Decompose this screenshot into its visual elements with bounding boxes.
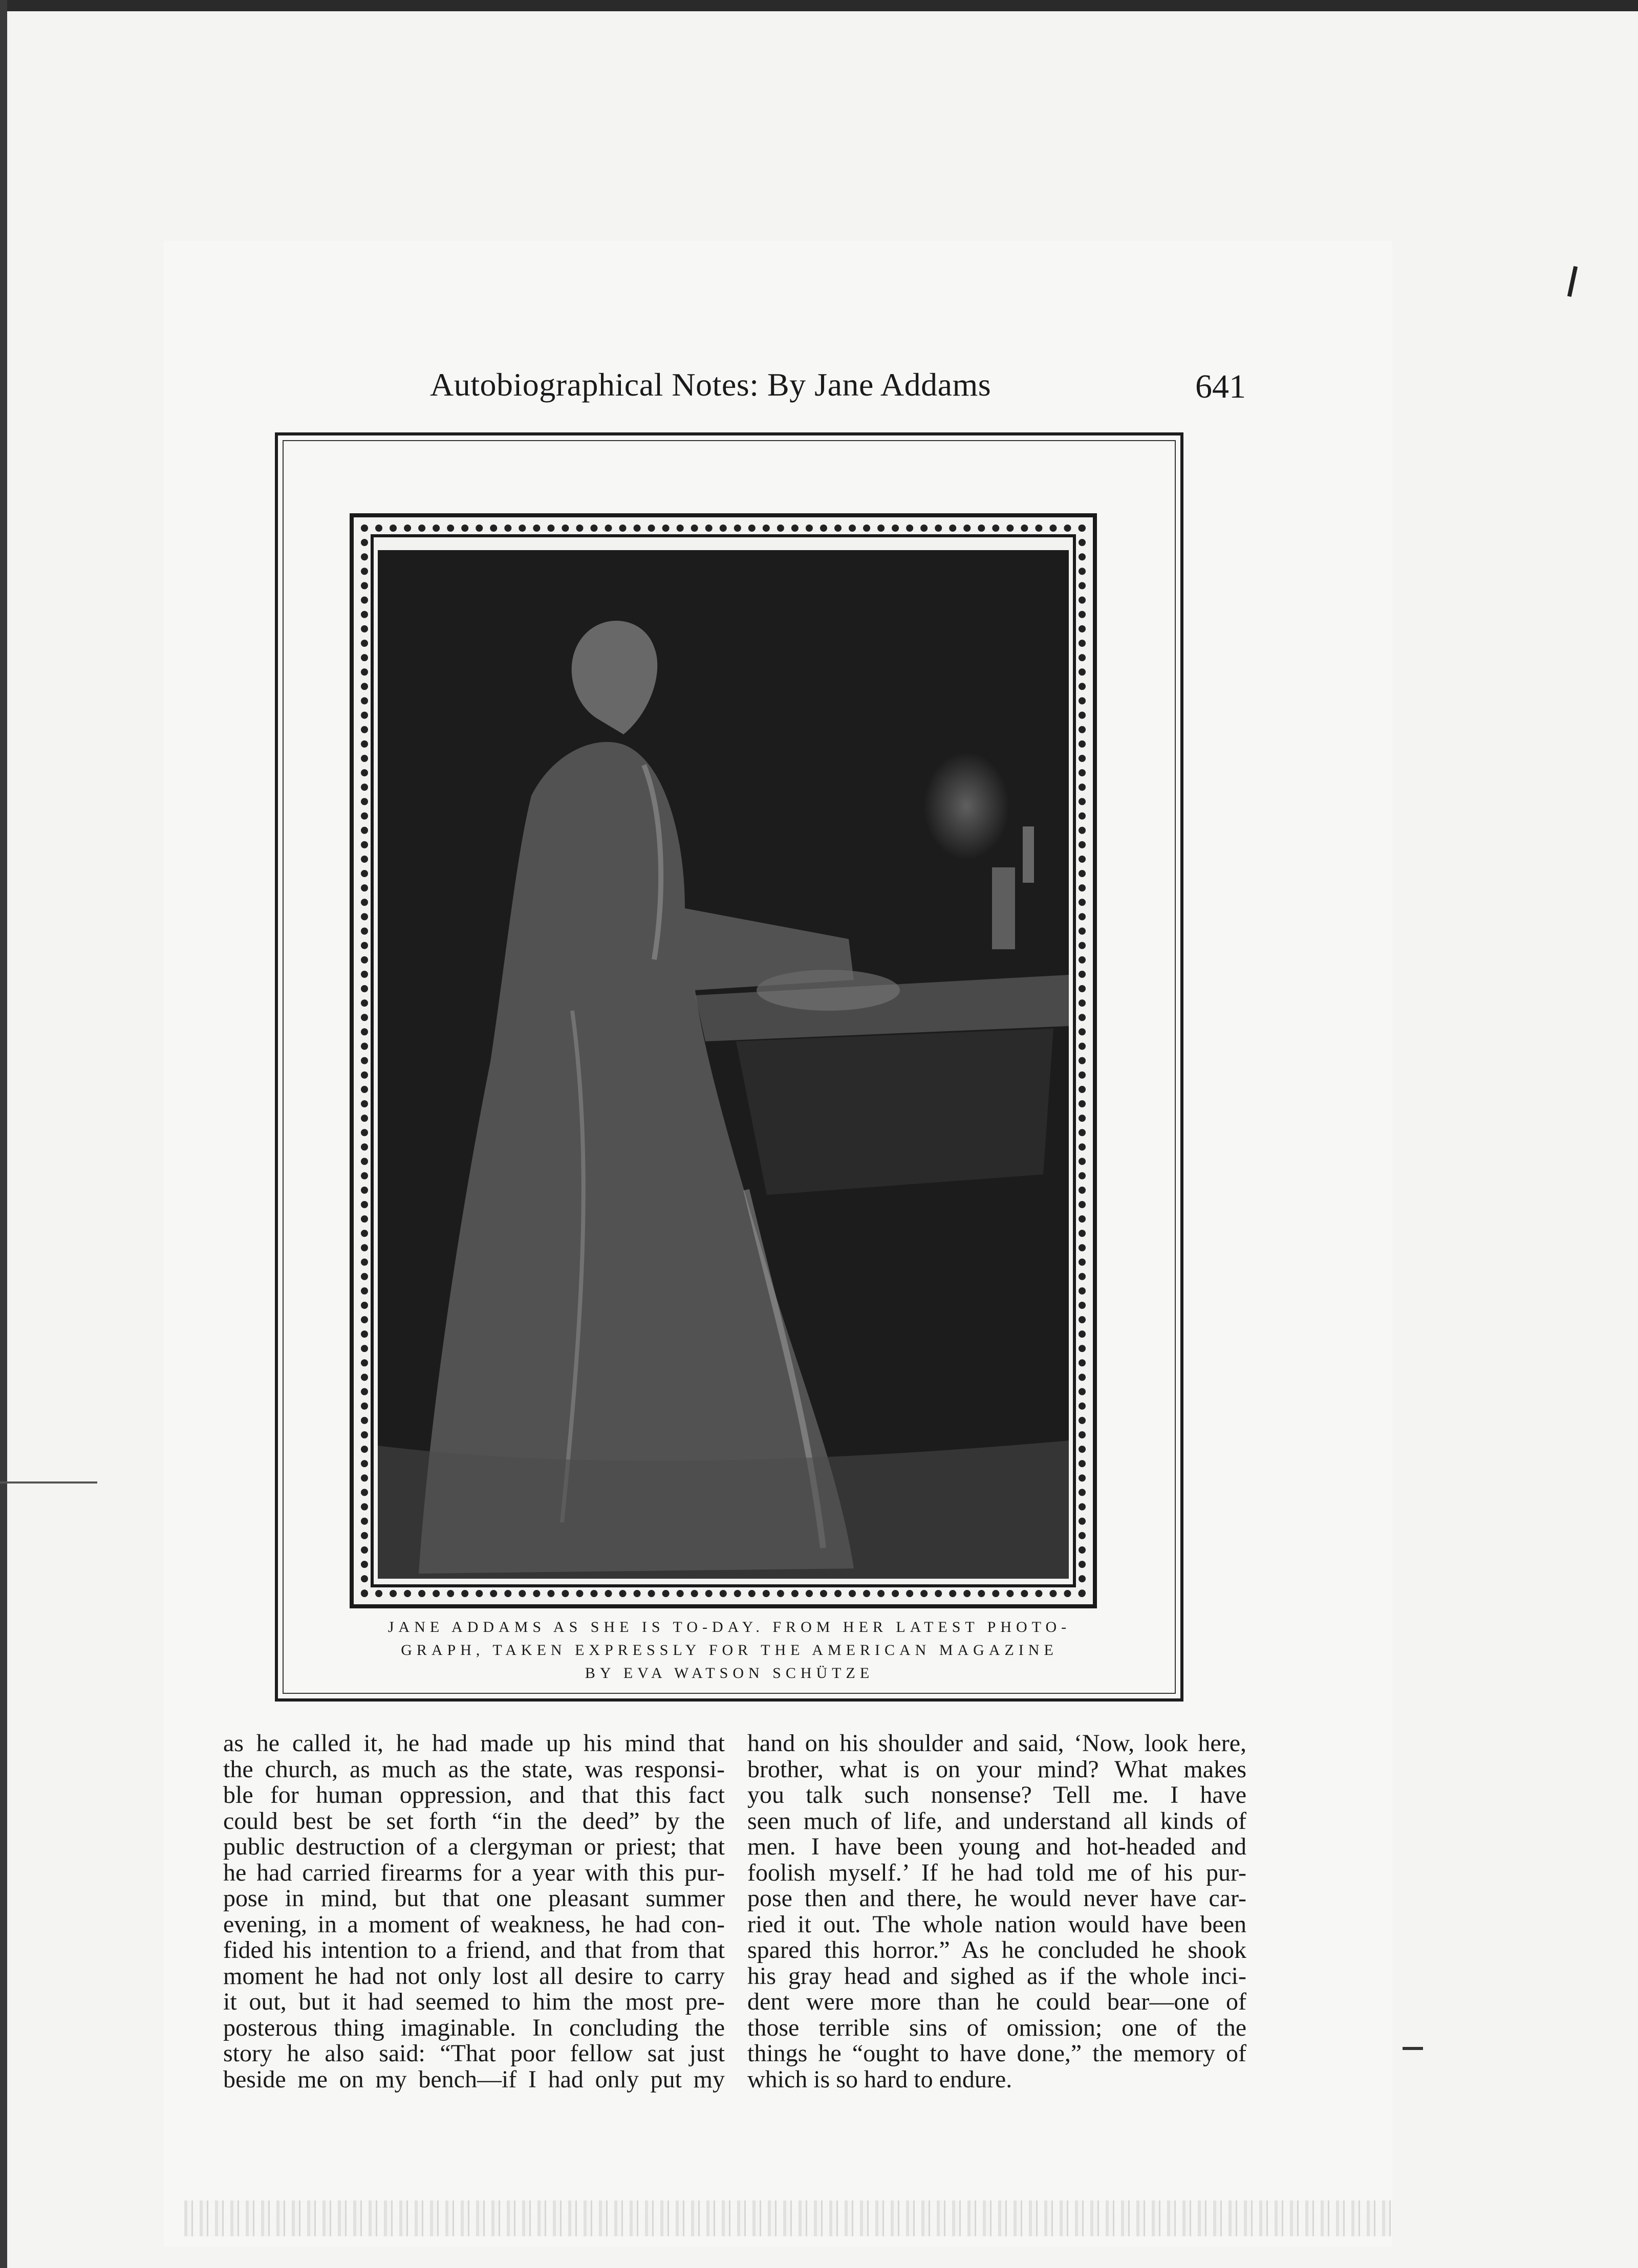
scan-dash bbox=[1403, 2047, 1423, 2050]
photo-illustration bbox=[378, 550, 1069, 1579]
text-line: could best be set forth “in the deed” by the bbox=[223, 1807, 725, 1835]
text-line: he had carried firearms for a year with this pur- bbox=[223, 1859, 725, 1886]
text-line: men. I have been young and hot-headed and bbox=[747, 1833, 1246, 1860]
table-body bbox=[736, 1029, 1053, 1195]
text-line: those terrible sins of omission; one of the bbox=[747, 2014, 1246, 2041]
scan-margin-rule bbox=[0, 1481, 97, 1484]
text-line: brother, what is on your mind? What makes bbox=[747, 1755, 1246, 1783]
text-line: his gray head and sighed as if the whole inci- bbox=[747, 1962, 1246, 1990]
page-number: 641 bbox=[1195, 368, 1246, 405]
figure-caption-line-2: GRAPH, TAKEN EXPRESSLY FOR THE AMERICAN MAGAZINE bbox=[401, 1642, 1058, 1659]
figure-caption-line-3: BY EVA WATSON SCHÜTZE bbox=[585, 1665, 874, 1682]
text-line: hand on his shoulder and said, ‘Now, look here, bbox=[747, 1730, 1246, 1757]
floor bbox=[378, 1441, 1069, 1579]
scan-edge-top bbox=[0, 0, 1638, 11]
glass-object bbox=[992, 867, 1015, 949]
text-line: which is so hard to endure. bbox=[747, 2065, 1012, 2093]
text-column-right bbox=[747, 1731, 1246, 2092]
figure-caption-line-1: JANE ADDAMS AS SHE IS TO-DAY. FROM HER LATEST PHOTO- bbox=[387, 1619, 1071, 1635]
scan-edge-left bbox=[0, 0, 7, 2268]
page-bottom-edge bbox=[184, 2200, 1392, 2236]
text-line: spared this horror.” As he concluded he shook bbox=[747, 1936, 1246, 1964]
text-line: pose in mind, but that one pleasant summer bbox=[223, 1885, 725, 1912]
text-line: ble for human oppression, and that this fact bbox=[223, 1781, 725, 1808]
text-line: foolish myself.’ If he had told me of his pur- bbox=[747, 1859, 1246, 1886]
text-line: pose then and there, he would never have car- bbox=[747, 1885, 1246, 1912]
text-line: beside me on my bench—if I had only put my bbox=[223, 2065, 725, 2093]
photograph-of-woman-at-table bbox=[378, 550, 1069, 1579]
text-line: seen much of life, and understand all kinds of bbox=[747, 1807, 1246, 1835]
text-line: the church, as much as the state, was responsi- bbox=[223, 1755, 725, 1783]
text-column-left bbox=[223, 1731, 725, 2092]
text-line: story he also said: “That poor fellow sat just bbox=[223, 2040, 725, 2067]
text-line: as he called it, he had made up his mind that bbox=[223, 1730, 725, 1757]
text-line: posterous thing imaginable. In concluding the bbox=[223, 2014, 725, 2041]
text-line: ried it out. The whole nation would have been bbox=[747, 1910, 1246, 1938]
text-line: fided his intention to a friend, and that from that bbox=[223, 1936, 725, 1964]
text-line: evening, in a moment of weakness, he had con- bbox=[223, 1910, 725, 1938]
text-line: moment he had not only lost all desire to carry bbox=[223, 1962, 725, 1990]
text-line: it out, but it had seemed to him the most pre- bbox=[223, 1988, 725, 2015]
text-line: public destruction of a clergyman or priest; that bbox=[223, 1833, 725, 1860]
scan-mark bbox=[1567, 266, 1578, 297]
candle-object bbox=[1023, 826, 1034, 883]
woman-head bbox=[572, 621, 658, 734]
running-head: Autobiographical Notes: By Jane Addams bbox=[430, 366, 992, 403]
text-line: dent were more than he could bear—one of bbox=[747, 1988, 1246, 2015]
text-line: you talk such nonsense? Tell me. I have bbox=[747, 1781, 1246, 1808]
text-line: things he “ought to have done,” the memory of bbox=[747, 2040, 1246, 2067]
